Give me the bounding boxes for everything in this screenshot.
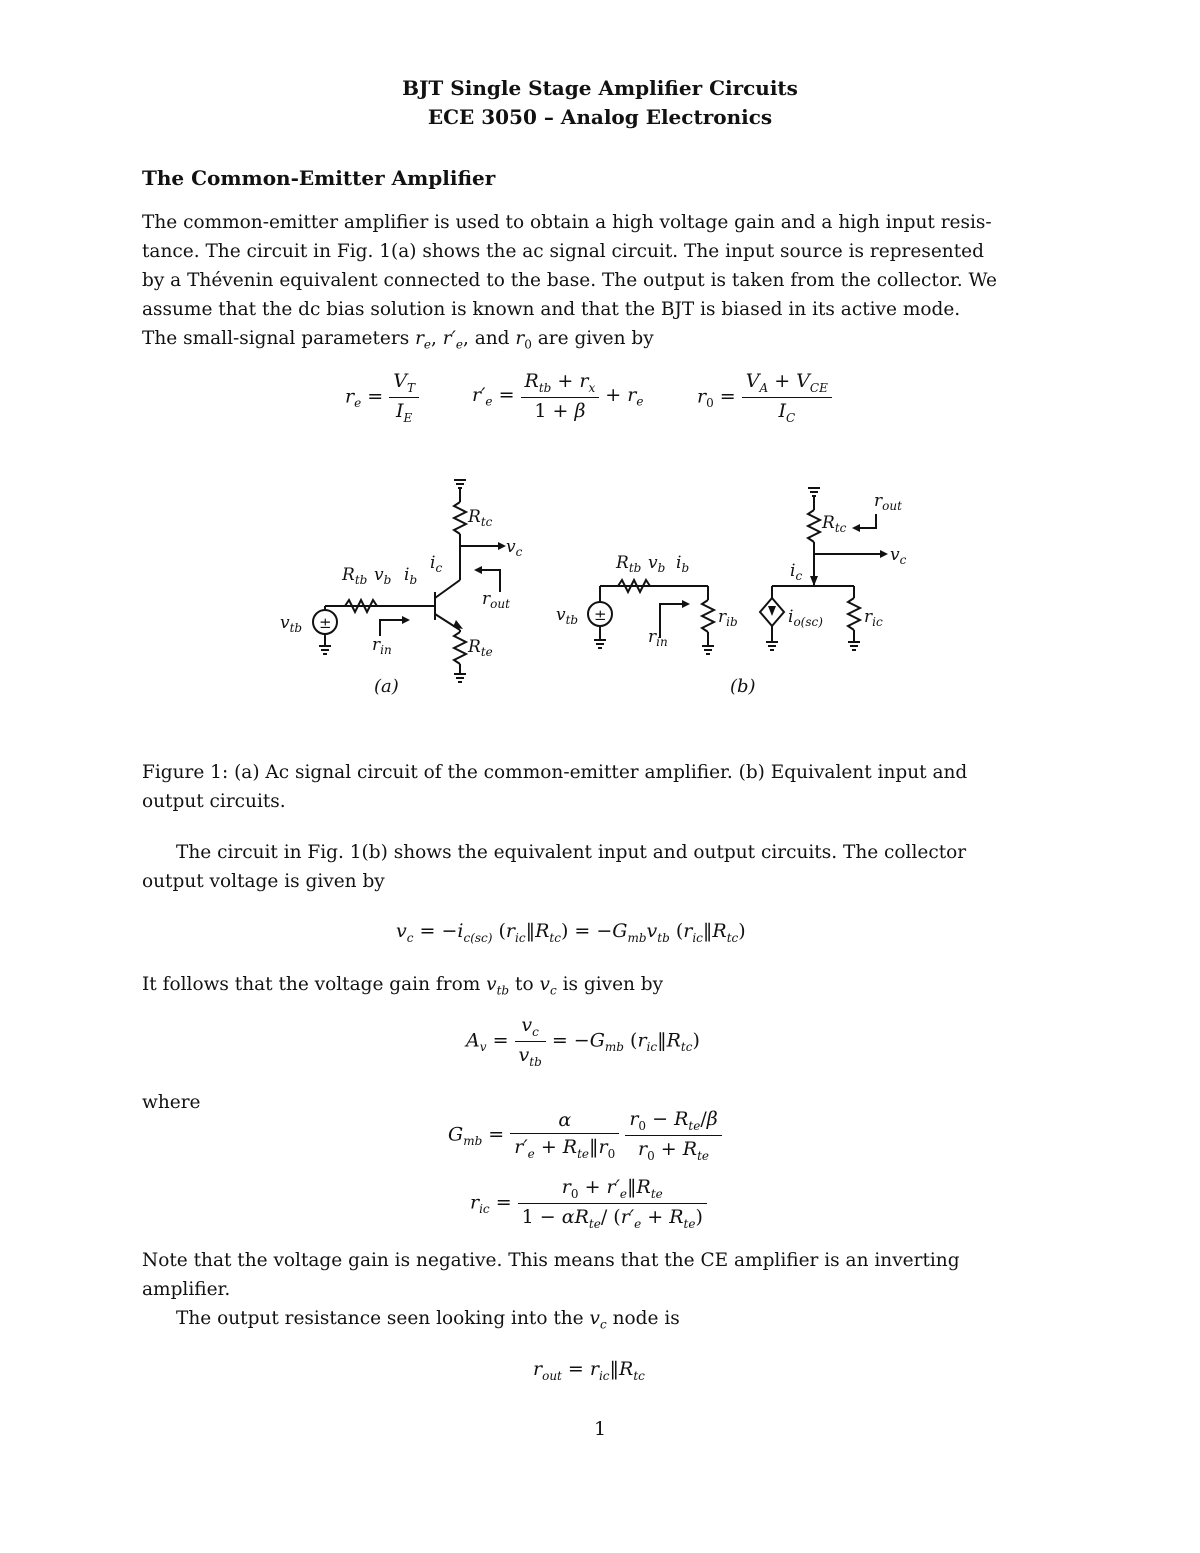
- intro-line: The small-signal parameters $r_e$, $r'_e$, and $r_0$ are given by: [142, 328, 654, 352]
- svg-text:rin: $r_{in}$: [372, 635, 392, 657]
- figure-caption: [142, 758, 1060, 816]
- svg-text:vtb: $v_{tb}$: [280, 613, 303, 635]
- intro-line: assume that the dc bias solution is known and that the BJT is biased in its active mode.: [142, 299, 961, 320]
- svg-text:ic: $i_c$: [430, 553, 443, 575]
- equation-ric: $r_{ic}$ = $\frac{r_0 + r'_e‖R_{te}}{1 - \alpha R_{te}/ (r'_e + R_{te})}$: [470, 1176, 707, 1231]
- svg-text:±: ±: [594, 606, 607, 624]
- equation-re: $r_e$ = $\frac{V_T}{I_E}$: [345, 370, 419, 425]
- gain-intro: It follows that the voltage gain from $v_{tb}$ to $v_c$ is given by: [142, 974, 664, 998]
- svg-text:vb: $v_b$: [374, 565, 392, 587]
- body-line: output voltage is given by: [142, 871, 385, 892]
- circuit-figure: [270, 470, 930, 700]
- intro-paragraph: [142, 208, 1060, 360]
- body-paragraph: [142, 838, 1060, 896]
- svg-text:ric: $r_{ic}$: [864, 607, 883, 629]
- svg-text:rib: $r_{ib}$: [718, 607, 738, 629]
- svg-text:ib: $i_b$: [404, 565, 418, 587]
- svg-text:rin: $r_{in}$: [648, 627, 668, 649]
- svg-text:Rtb: $R_{tb}$: [616, 553, 642, 575]
- document-title: BJT Single Stage Amplifier Circuits: [402, 76, 798, 100]
- document-subtitle: ECE 3050 – Analog Electronics: [427, 105, 773, 129]
- equation-rout: $r_{out}$ = $r_{ic}‖R_{tc}$: [533, 1358, 645, 1383]
- equation-re-prime: $r'_e$ = $\frac{R_{tb} + r_x}{1 + \beta}$ + $r_e$: [472, 370, 644, 422]
- body-line: The circuit in Fig. 1(b) shows the equivalent input and output circuits. The collector: [176, 842, 967, 863]
- svg-text:Rte: $R_{te}$: [468, 637, 493, 659]
- where-text: where: [142, 1092, 201, 1113]
- note-line: The output resistance seen looking into the $v_c$ node is: [176, 1308, 680, 1332]
- svg-text:vtb: $v_{tb}$: [556, 605, 579, 627]
- figure-label-b: (b): [730, 676, 756, 697]
- svg-text:Rtb: $R_{tb}$: [342, 565, 368, 587]
- svg-text:rout: $r_{out}$: [482, 589, 510, 611]
- svg-text:±: ±: [319, 614, 332, 632]
- page-number: 1: [593, 1418, 607, 1440]
- svg-text:Rtc: $R_{tc}$: [468, 507, 493, 529]
- section-heading: The Common-Emitter Amplifier: [142, 166, 496, 190]
- svg-text:vb: $v_b$: [648, 553, 666, 575]
- equation-vc: $v_c = -i_{c(sc)}$ $(r_{ic}‖R_{tc}) = -G_{mb}v_{tb}$ $(r_{ic}‖R_{tc})$: [396, 920, 746, 945]
- note-line: amplifier.: [142, 1279, 231, 1300]
- note-line: Note that the voltage gain is negative. This means that the CE amplifier is an inverting: [142, 1250, 960, 1271]
- equation-av: $A_v$ = $\frac{v_c}{v_{tb}}$ = $-G_{mb}$ $(r_{ic}‖R_{tc})$: [466, 1014, 700, 1069]
- equation-gmb: $G_{mb}$ = $\frac{\alpha}{r'_e + R_{te}‖r_0}$ $\frac{r_0 - R_{te}/\beta}{r_0 + R_{te}}$: [448, 1108, 722, 1163]
- svg-text:rout: $r_{out}$: [874, 491, 902, 513]
- caption-line: Figure 1: (a) Ac signal circuit of the common-emitter amplifier. (b) Equivalent input and: [142, 762, 968, 783]
- note-paragraph: [142, 1246, 1060, 1340]
- svg-text:vc: $v_c$: [890, 545, 907, 567]
- svg-text:ib: $i_b$: [676, 553, 690, 575]
- equation-r0: $r_0$ = $\frac{V_A + V_{CE}}{I_C}$: [697, 370, 832, 425]
- intro-line: The common-emitter amplifier is used to obtain a high voltage gain and a high input resis-: [142, 212, 992, 233]
- intro-line: by a Thévenin equivalent connected to the base. The output is taken from the collector. We: [142, 270, 997, 291]
- caption-line: output circuits.: [142, 791, 286, 812]
- svg-text:Rtc: $R_{tc}$: [822, 513, 847, 535]
- figure-label-a: (a): [374, 676, 399, 697]
- svg-text:vc: $v_c$: [506, 537, 523, 559]
- svg-text:io(sc): $i_{o(sc)}$: [788, 607, 823, 629]
- svg-text:ic: $i_c$: [790, 561, 803, 583]
- intro-line: tance. The circuit in Fig. 1(a) shows the ac signal circuit. The input source is represented: [142, 241, 984, 262]
